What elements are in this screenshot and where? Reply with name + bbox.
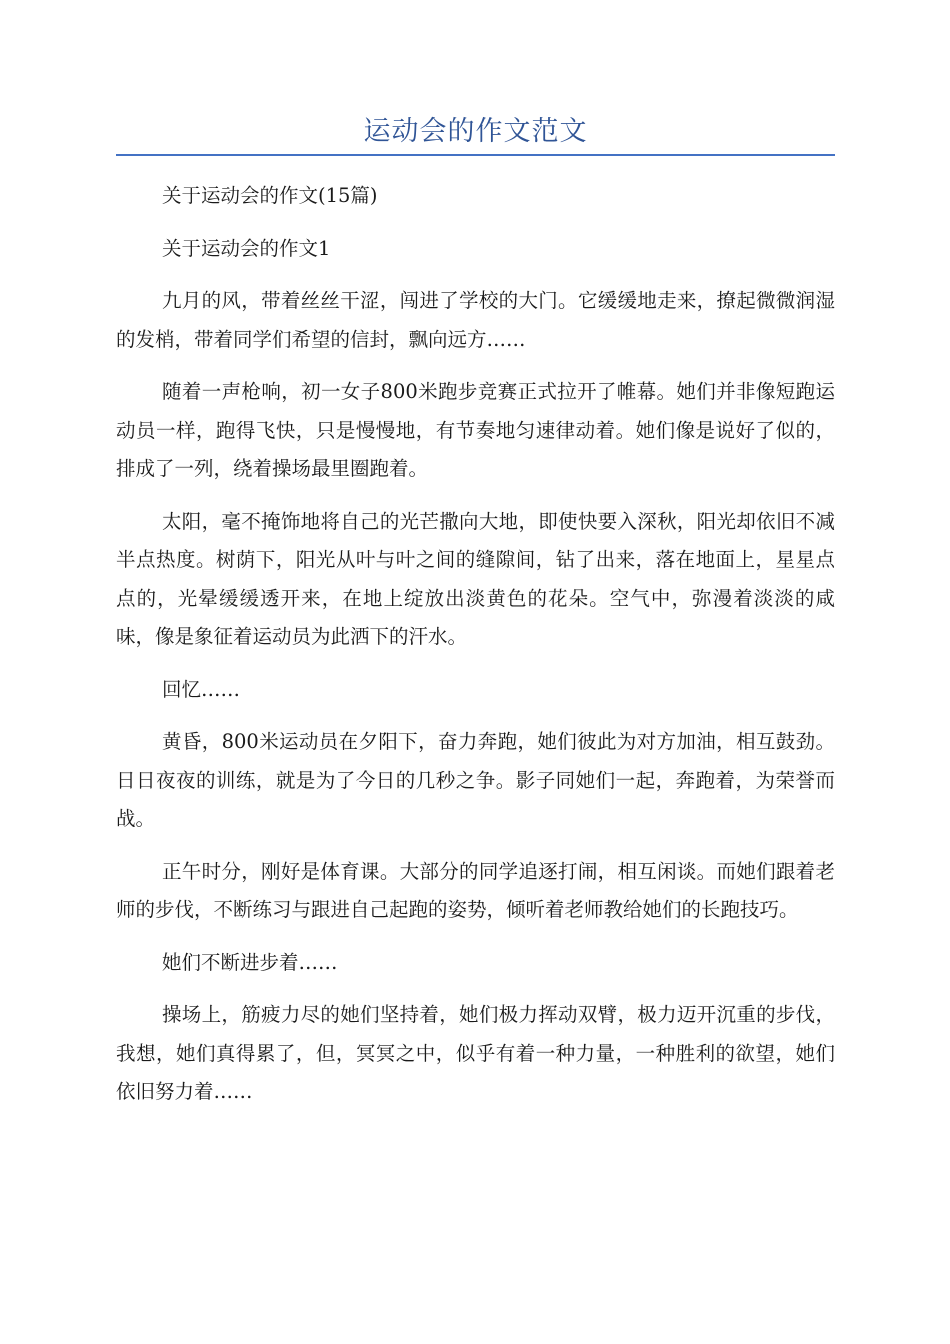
paragraph: 随着一声枪响，初一女子800米跑步竞赛正式拉开了帷幕。她们并非像短跑运动员一样，跑得飞快，只是慢慢地，有节奏地匀速律动着。她们像是说好了似的，排成了一列，绕着操场最里圈跑着。 — [116, 380, 835, 480]
paragraph-heading: 关于运动会的作文(15篇) — [162, 184, 378, 207]
document-title: 运动会的作文范文 — [363, 116, 588, 147]
paragraph: 太阳，毫不掩饰地将自己的光芒撒向大地，即使快要入深秋，阳光却依旧不减半点热度。树荫下，阳光从叶与叶之间的缝隙间，钻了出来，落在地面上，星星点点的，光晕缓缓透开来，在地上绽放出淡黄色的花朵。空气中，弥漫着淡淡的咸味，像是象征着运动员为此洒下的汗水。 — [116, 509, 835, 648]
paragraph: 正午时分，刚好是体育课。大部分的同学追逐打闹，相互闲谈。而她们跟着老师的步伐，不断练习与跟进自己起跑的姿势，倾听着老师教给她们的长跑技巧。 — [116, 859, 835, 921]
paragraph: 回忆…… — [162, 677, 241, 701]
paragraph: 操场上，筋疲力尽的她们坚持着，她们极力挥动双臂，极力迈开沉重的步伐，我想，她们真得累了，但，冥冥之中，似乎有着一种力量，一种胜利的欲望，她们依旧努力着…… — [116, 1003, 835, 1103]
paragraph: 黄昏，800米运动员在夕阳下，奋力奔跑，她们彼此为对方加油，相互鼓劲。日日夜夜的训练，就是为了今日的几秒之争。影子同她们一起，奔跑着，为荣誉而战。 — [116, 730, 835, 830]
paragraph: 九月的风，带着丝丝干涩，闯进了学校的大门。它缓缓地走来，撩起微微润湿的发梢，带着同学们希望的信封，飘向远方…… — [116, 289, 835, 351]
paragraph-subheading: 关于运动会的作文1 — [162, 236, 331, 260]
document-body — [116, 177, 835, 1126]
title-underline — [116, 154, 835, 156]
paragraph: 她们不断进步着…… — [162, 950, 338, 974]
